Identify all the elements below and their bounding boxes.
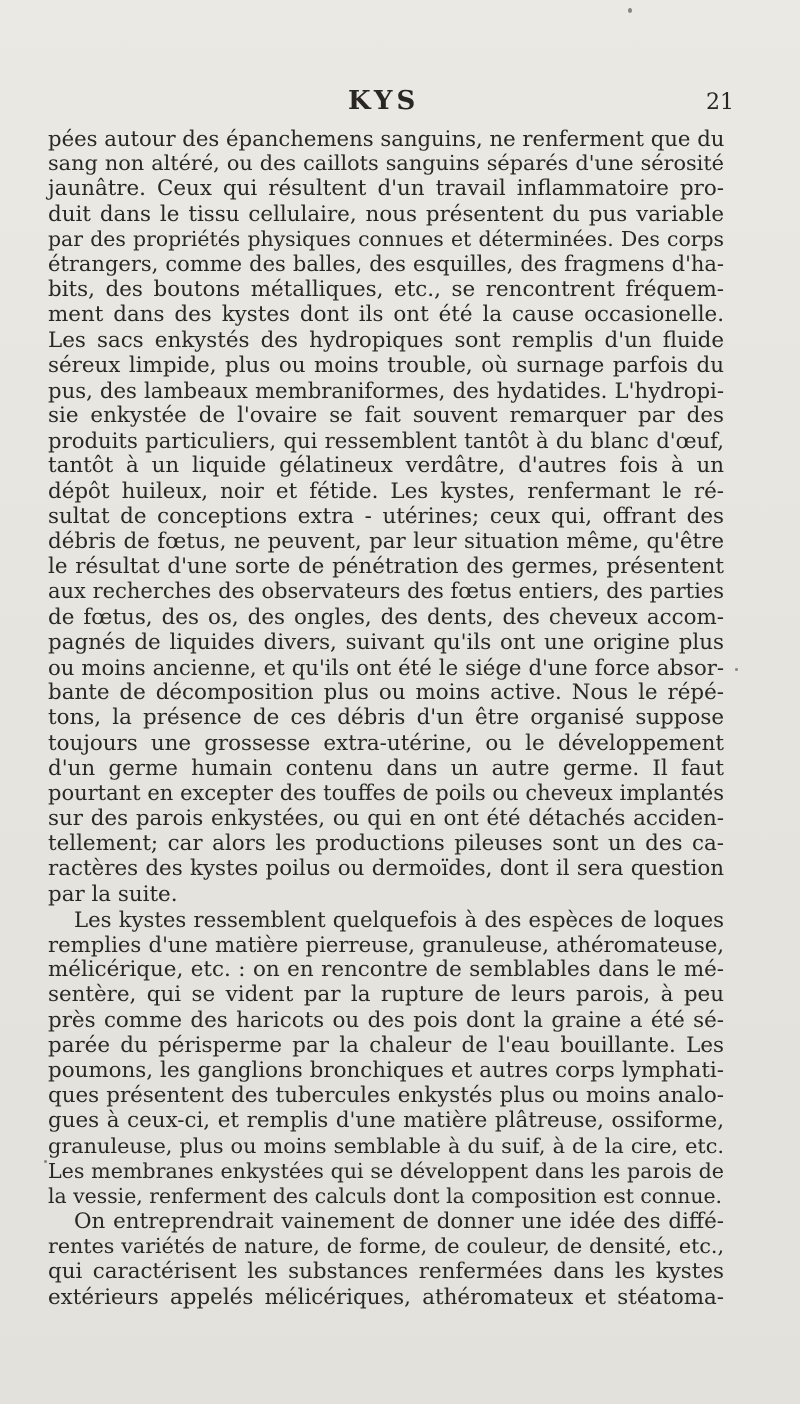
text-line: sultat de conceptions extra - utérines; ceux qui, offrant des — [48, 503, 724, 529]
text-line: parée du périsperme par la chaleur de l'eau bouillante. Les — [48, 1032, 724, 1058]
running-head: KYS — [348, 86, 420, 116]
text-line: par des propriétés physiques connues et déterminées. Des corps — [48, 226, 724, 251]
paper-speck — [628, 8, 632, 13]
paper-speck — [44, 1160, 47, 1163]
text-line: le résultat d'une sorte de pénétration des germes, présentent — [48, 554, 724, 580]
text-line: étrangers, comme des balles, des esquilles, des fragmens d'ha- — [48, 251, 724, 276]
text-line: ques présentent des tubercules enkystés plus ou moins analo- — [48, 1083, 724, 1109]
text-line: ou moins ancienne, et qu'ils ont été le siége d'une force absor- — [48, 654, 724, 680]
body-text — [48, 126, 724, 1310]
text-line: dépôt huileux, noir et fétide. Les kystes, renfermant le ré- — [48, 478, 724, 504]
text-line: pagnés de liquides divers, suivant qu'ils ont une origine plus — [48, 629, 724, 655]
text-line: pourtant en excepter des touffes de poils ou cheveux implantés — [48, 780, 724, 805]
text-line: de fœtus, des os, des ongles, des dents, des cheveux accom- — [48, 604, 724, 630]
text-line: Les sacs enkystés des hydropiques sont remplis d'un fluide — [48, 327, 724, 353]
text-line: jaunâtre. Ceux qui résultent d'un travail inflammatoire pro- — [48, 176, 724, 202]
text-line: tantôt à un liquide gélatineux verdâtre, d'autres fois à un — [48, 453, 724, 479]
text-line: sie enkystée de l'ovaire se fait souvent remarquer par des — [48, 403, 724, 429]
text-line: bits, des boutons métalliques, etc., se rencontrent fréquem- — [48, 277, 724, 303]
text-line: d'un germe humain contenu dans un autre germe. Il faut — [48, 755, 724, 781]
text-line: mélicérique, etc. : on en rencontre de semblables dans le mé- — [48, 957, 724, 983]
text-line: poumons, les ganglions bronchiques et autres corps lymphati- — [48, 1057, 724, 1083]
text-line: pées autour des épanchemens sanguins, ne renferment que du — [48, 126, 725, 151]
page-number: 21 — [706, 90, 734, 115]
text-line: tons, la présence de ces débris d'un être organisé suppose — [48, 705, 724, 731]
text-line: sur des parois enkystées, ou qui en ont été détachés acciden- — [48, 806, 724, 832]
text-line: rentes variétés de nature, de forme, de couleur, de densité, etc., — [48, 1234, 724, 1259]
text-line: toujours une grossesse extra-utérine, ou le développement — [48, 730, 724, 756]
text-line: gues à ceux-ci, et remplis d'une matière plâtreuse, ossiforme, — [48, 1108, 724, 1134]
text-line: granuleuse, plus ou moins semblable à du suif, à de la cire, etc. — [48, 1133, 724, 1158]
text-line: ment dans des kystes dont ils ont été la cause occasionelle. — [48, 302, 724, 328]
text-line: Les membranes enkystées qui se développent dans les parois de — [48, 1158, 724, 1183]
text-line: pus, des lambeaux membraniformes, des hydatides. L'hydropi- — [48, 377, 724, 403]
text-line: produits particuliers, qui ressemblent tantôt à du blanc d'œuf, — [48, 428, 724, 454]
text-line: sentère, qui se vident par la rupture de leurs parois, à peu — [48, 982, 724, 1008]
text-line: sang non altéré, ou des caillots sanguins séparés d'une sérosité — [48, 151, 724, 176]
text-line: bante de décomposition plus ou moins active. Nous le répé- — [48, 680, 724, 706]
text-line: séreux limpide, plus ou moins trouble, où surnage parfois du — [48, 352, 724, 378]
text-line: duit dans le tissu cellulaire, nous présentent du pus variable — [48, 201, 724, 227]
text-line: remplies d'une matière pierreuse, granuleuse, athéromateuse, — [48, 932, 724, 957]
text-line: ractères des kystes poilus ou dermoïdes, dont il sera question — [48, 856, 724, 882]
text-line: tellement; car alors les productions pileuses sont un des ca- — [48, 831, 724, 857]
text-line: débris de fœtus, ne peuvent, par leur situation même, qu'être — [48, 529, 724, 554]
text-line: par la suite. — [48, 881, 178, 907]
text-line: Les kystes ressemblent quelquefois à des espèces de loques — [74, 906, 724, 932]
text-line: extérieurs appelés mélicériques, athéromateux et stéatoma- — [48, 1284, 724, 1310]
text-line: près comme des haricots ou des pois dont la graine a été sé- — [48, 1007, 724, 1033]
text-line: On entreprendrait vainement de donner une idée des diffé- — [74, 1209, 724, 1235]
text-line: aux recherches des observateurs des fœtus entiers, des parties — [48, 579, 724, 604]
page-header — [48, 86, 734, 126]
text-line: la vessie, renferment des calculs dont la composition est connue. — [48, 1183, 723, 1208]
paper-speck — [735, 668, 738, 671]
text-line: qui caractérisent les substances renfermées dans les kystes — [48, 1259, 724, 1285]
